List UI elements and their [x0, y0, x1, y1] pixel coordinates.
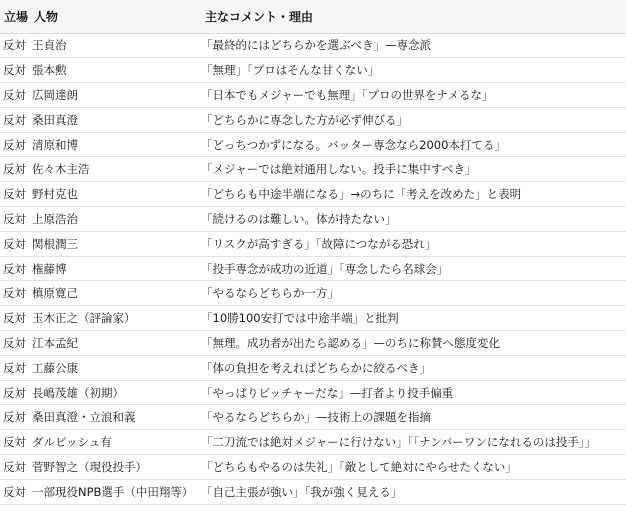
stance-cell: 反対 — [0, 157, 30, 182]
stance-cell: 反対 — [0, 207, 30, 232]
table-row — [0, 107, 626, 132]
table-row — [0, 132, 626, 157]
person-cell: 野村克也 — [30, 182, 201, 207]
stance-cell: 反対 — [0, 107, 30, 132]
stance-cell: 反対 — [0, 281, 30, 306]
table-row — [0, 281, 626, 306]
stance-cell: 反対 — [0, 405, 30, 430]
stance-cell: 反対 — [0, 479, 30, 504]
person-cell: 江本孟紀 — [30, 331, 201, 356]
person-cell: 広岡達朗 — [30, 83, 201, 108]
stance-cell: 反対 — [0, 430, 30, 455]
comment-cell: 「どちらもやるのは失礼」「敵として絶対にやらせたくない」 — [201, 455, 626, 480]
person-cell: 佐々木主浩 — [30, 157, 201, 182]
table-row — [0, 182, 626, 207]
comment-cell: 「自己主張が強い」「我が強く見える」 — [201, 479, 626, 504]
table-row — [0, 306, 626, 331]
table-row — [0, 430, 626, 455]
table-row — [0, 479, 626, 504]
comment-cell: 「どちらも中途半端になる」→のちに「考えを改めた」と表明 — [201, 182, 626, 207]
person-cell: 長嶋茂雄（初期） — [30, 380, 201, 405]
comment-cell: 「10勝100安打では中途半端」と批判 — [201, 306, 626, 331]
person-cell: 桑田真澄 — [30, 107, 201, 132]
table-row — [0, 33, 626, 58]
person-cell: ダルビッシュ有 — [30, 430, 201, 455]
table-row — [0, 380, 626, 405]
comment-cell: 「最終的にはどちらかを選ぶべき」—専念派 — [201, 33, 626, 58]
stance-cell: 反対 — [0, 231, 30, 256]
stance-cell: 反対 — [0, 306, 30, 331]
person-cell: 槙原寛己 — [30, 281, 201, 306]
person-cell: 菅野智之（現役投手） — [30, 455, 201, 480]
person-cell: 張本勲 — [30, 58, 201, 83]
person-cell: 玉木正之（評論家） — [30, 306, 201, 331]
table-row — [0, 331, 626, 356]
stance-cell: 反対 — [0, 132, 30, 157]
table-row — [0, 207, 626, 232]
comment-cell: 「やるならどちらか」—技術上の課題を指摘 — [201, 405, 626, 430]
person-cell: 関根潤三 — [30, 231, 201, 256]
comment-cell: 「どちらかに専念した方が必ず伸びる」 — [201, 107, 626, 132]
header-stance: 立場 — [0, 0, 30, 33]
comment-cell: 「やるならどちらか一方」 — [201, 281, 626, 306]
comment-cell: 「やっぱりピッチャーだな」—打者より投手偏重 — [201, 380, 626, 405]
person-cell: 清原和博 — [30, 132, 201, 157]
comment-cell: 「二刀流では絶対メジャーに行けない」「「ナンバーワンになれるのは投手」」 — [201, 430, 626, 455]
stance-cell: 反対 — [0, 182, 30, 207]
stance-cell: 反対 — [0, 83, 30, 108]
person-cell: 上原浩治 — [30, 207, 201, 232]
stance-cell: 反対 — [0, 380, 30, 405]
comment-cell: 「投手専念が成功の近道」「専念したら名球会」 — [201, 256, 626, 281]
table-header — [0, 0, 626, 33]
table-row — [0, 455, 626, 480]
table-row — [0, 157, 626, 182]
comment-cell: 「リスクが高すぎる」「故障につながる恐れ」 — [201, 231, 626, 256]
header-row — [0, 0, 626, 33]
person-cell: 工藤公康 — [30, 355, 201, 380]
comment-cell: 「体の負担を考えればどちらかに絞るべき」 — [201, 355, 626, 380]
header-person: 人物 — [30, 0, 201, 33]
stance-cell: 反対 — [0, 331, 30, 356]
table-row — [0, 355, 626, 380]
table-body — [0, 33, 626, 504]
person-cell: 権藤博 — [30, 256, 201, 281]
header-comment: 主なコメント・理由 — [201, 0, 626, 33]
table-row — [0, 83, 626, 108]
person-cell: 王貞治 — [30, 33, 201, 58]
comment-cell: 「無理。成功者が出たら認める」—のちに称賛へ態度変化 — [201, 331, 626, 356]
table-row — [0, 58, 626, 83]
stance-cell: 反対 — [0, 355, 30, 380]
table-row — [0, 256, 626, 281]
stance-cell: 反対 — [0, 33, 30, 58]
comment-cell: 「日本でもメジャーでも無理」「プロの世界をナメるな」 — [201, 83, 626, 108]
stance-cell: 反対 — [0, 256, 30, 281]
person-cell: 一部現役NPB選手（中田翔等） — [30, 479, 201, 504]
comment-cell: 「続けるのは難しい。体が持たない」 — [201, 207, 626, 232]
stance-cell: 反対 — [0, 455, 30, 480]
table-row — [0, 405, 626, 430]
comment-cell: 「どっちつかずになる。バッター専念なら2000本打てる」 — [201, 132, 626, 157]
comment-cell: 「メジャーでは絶対通用しない。投手に集中すべき」 — [201, 157, 626, 182]
stance-cell: 反対 — [0, 58, 30, 83]
table-row — [0, 231, 626, 256]
comment-cell: 「無理」「プロはそんな甘くない」 — [201, 58, 626, 83]
person-cell: 桑田真澄・立浪和義 — [30, 405, 201, 430]
